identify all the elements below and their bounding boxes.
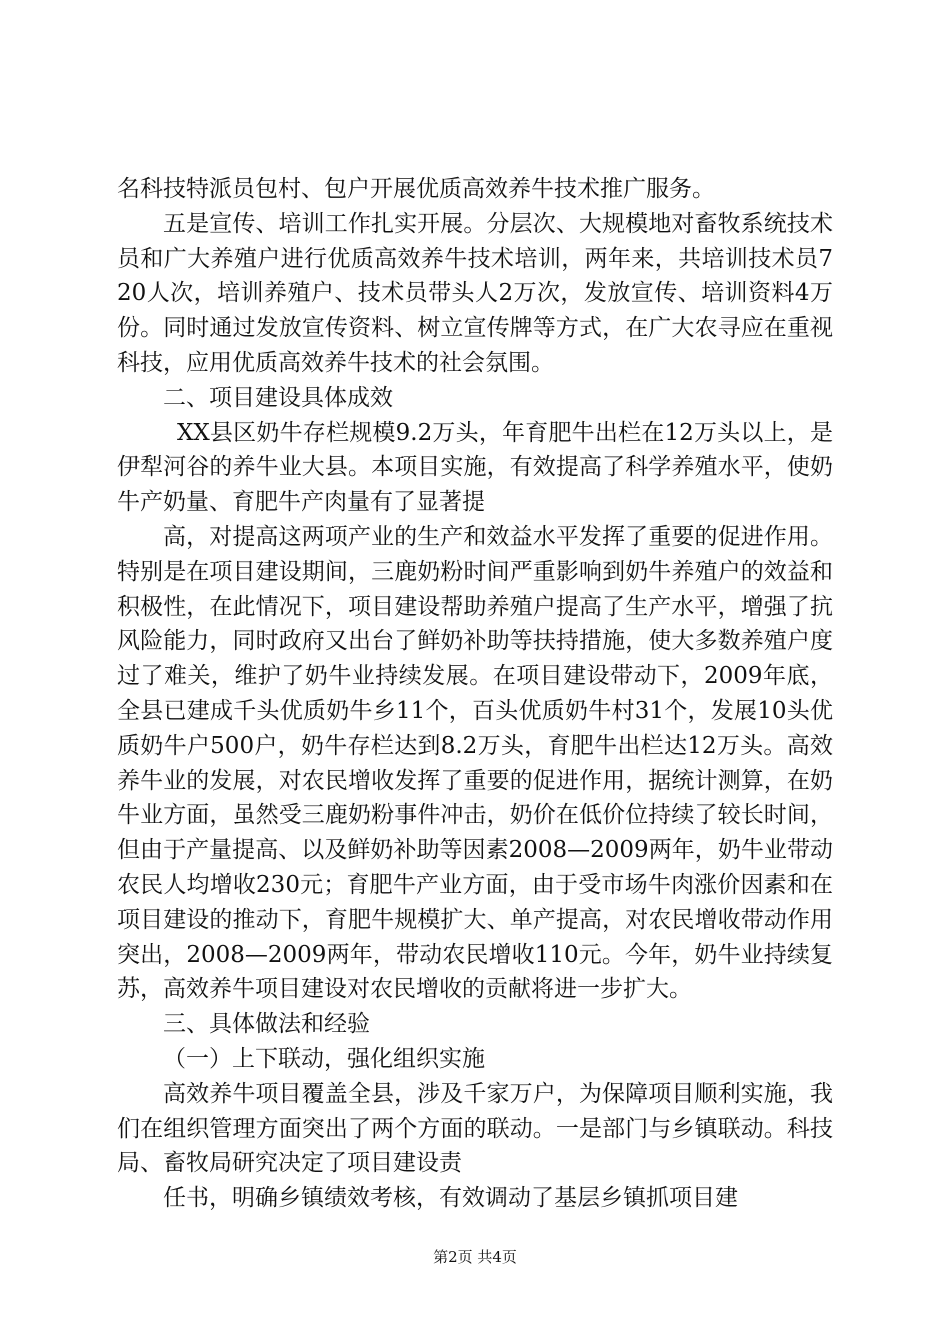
paragraph-1: 名科技特派员包村、包户开展优质高效养牛技术推广服务。 bbox=[117, 176, 715, 202]
paragraph-4: 高，对提高这两项产业的生产和效益水平发挥了重要的促进作用。特别是在项目建设期间，三鹿奶粉时间严重影响到奶牛养殖户的效益和积极性，在此情况下，项目建设帮助养殖户提高了生产水平，增强了抗风险能力，同时政府又出台了鲜奶补助等扶持措施，使大多数养殖户度过了难关，维护了奶牛业持续发展。在项目建设带动下，2009年底，全县已建成千头优质奶牛乡11个，百头优质奶牛村31个，发展10头优质奶牛户500户，奶牛存栏达到8.2万头，育肥牛出栏达12万头。高效养牛业的发展，对农民增收发挥了重要的促进作用，据统计测算，在奶牛业方面，虽然受三鹿奶粉事件冲击，奶价在低价位持续了较长时间，但由于产量提高、以及鲜奶补助等因素2008—2009两年，奶牛业带动农民人均增收230元；育肥牛产业方面，由于受市场牛肉涨价因素和在项目建设的推动下，育肥牛规模扩大、单产提高，对农民增收带动作用突出，2008—2009两年，带动农民增收110元。今年，奶牛业持续复苏，高效养牛项目建设对农民增收的贡献将进一步扩大。 bbox=[117, 523, 833, 1003]
page-footer bbox=[0, 1246, 950, 1267]
page-number-label: 第2页 共4页 bbox=[433, 1248, 517, 1266]
subsection-heading-1: （一）上下联动，强化组织实施 bbox=[163, 1045, 485, 1072]
paragraph-3: XX县区奶牛存栏规模9.2万头，年育肥牛出栏在12万头以上，是伊犁河谷的养牛业大县。本项目实施，有效提高了科学养殖水平，使奶牛产奶量、育肥牛产肉量有了显著提 bbox=[117, 419, 833, 516]
section-heading-3: 三、具体做法和经验 bbox=[163, 1011, 370, 1038]
paragraph-6: 任书，明确乡镇绩效考核，有效调动了基层乡镇抓项目建 bbox=[163, 1185, 738, 1212]
paragraph-5: 高效养牛项目覆盖全县，涉及千家万户，为保障项目顺利实施，我们在组织管理方面突出了两个方面的联动。一是部门与乡镇联动。科技局、畜牧局研究决定了项目建设责 bbox=[117, 1080, 833, 1177]
paragraph-2: 五是宣传、培训工作扎实开展。分层次、大规模地对畜牧系统技术员和广大养殖户进行优质高效养牛技术培训，两年来，共培训技术员720人次，培训养殖户、技术员带头人2万次，发放宣传、培训资料4万份。同时通过发放宣传资料、树立宣传牌等方式，在广大农寻应在重视科技，应用优质高效养牛技术的社会氛围。 bbox=[117, 210, 833, 376]
section-heading-2: 二、项目建设具体成效 bbox=[163, 384, 393, 411]
document-body bbox=[117, 172, 833, 1216]
